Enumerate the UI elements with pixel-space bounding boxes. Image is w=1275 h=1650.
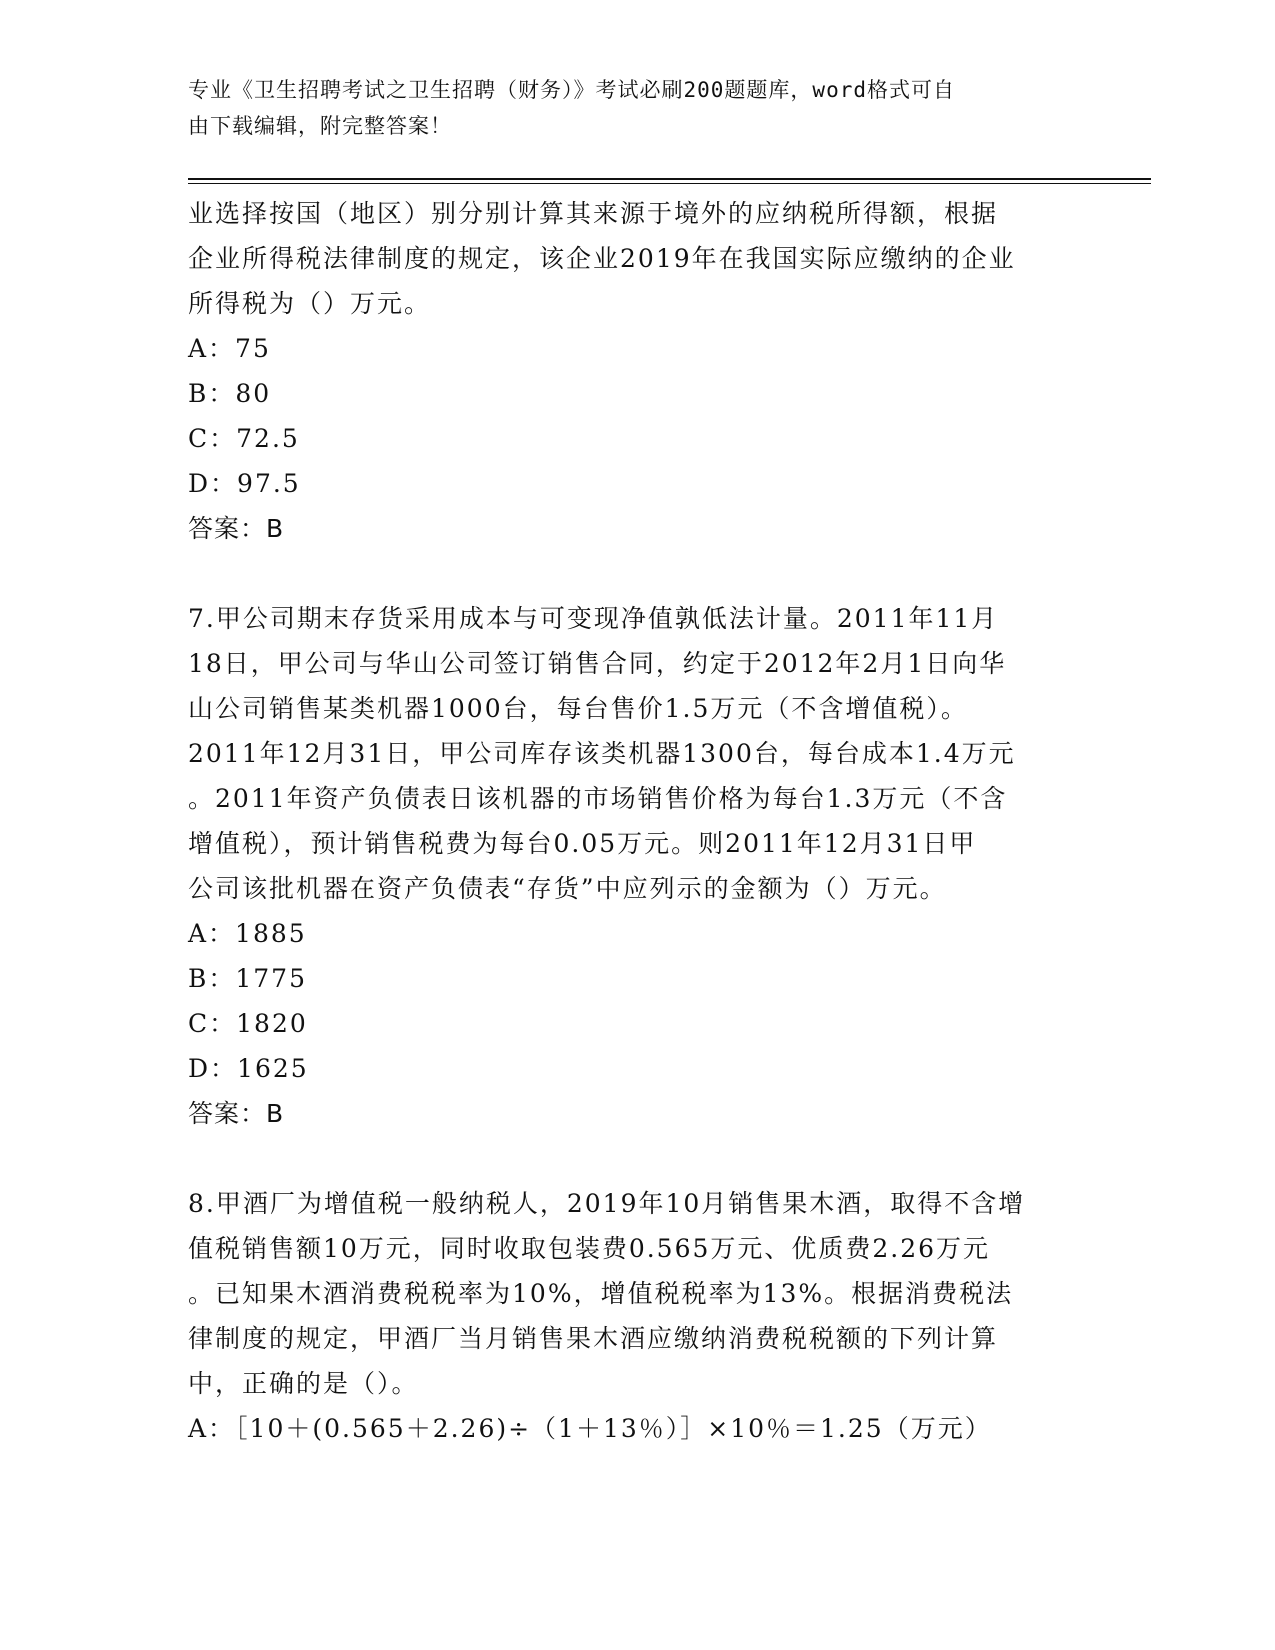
header-rule-thick [188, 178, 1151, 180]
header-title-line-1: 专业《卫生招聘考试之卫生招聘（财务）》考试必刷200题题库，word格式可自 [188, 78, 955, 102]
question-stem-line: 公司该批机器在资产负债表“存货”中应列示的金额为（）万元。 [188, 874, 947, 903]
answer: 答案：B [188, 1099, 285, 1128]
question-stem-line: 。2011年资产负债表日该机器的市场销售价格为每台1.3万元（不含 [188, 784, 1008, 813]
document-header [188, 72, 1088, 144]
option-c: C：1820 [188, 1009, 308, 1038]
question-stem-line: 所得税为（）万元。 [188, 289, 432, 318]
document-body [188, 191, 1088, 1451]
header-title-line-2: 由下载编辑，附完整答案！ [188, 114, 452, 138]
option-b: B：1775 [188, 964, 307, 993]
question-8 [188, 1181, 1088, 1451]
question-stem-line: 中，正确的是（）。 [188, 1369, 419, 1398]
question-stem-line: 7.甲公司期末存货采用成本与可变现净值孰低法计量。2011年11月 [188, 604, 999, 633]
question-stem-line: 2011年12月31日，甲公司库存该类机器1300台，每台成本1.4万元 [188, 739, 1016, 768]
question-6 [188, 191, 1088, 551]
question-stem-line: 。已知果木酒消费税税率为10%，增值税税率为13%。根据消费税法 [188, 1279, 1014, 1308]
question-stem-line: 18日，甲公司与华山公司签订销售合同，约定于2012年2月1日向华 [188, 649, 1007, 678]
question-stem-line: 增值税），预计销售税费为每台0.05万元。则2011年12月31日甲 [188, 829, 977, 858]
option-a: A：1885 [188, 919, 307, 948]
option-c: C：72.5 [188, 424, 300, 453]
answer: 答案：B [188, 514, 285, 543]
option-a: A：75 [188, 334, 271, 363]
option-b: B：80 [188, 379, 272, 408]
question-stem-line: 律制度的规定，甲酒厂当月销售果木酒应缴纳消费税税额的下列计算 [188, 1324, 999, 1353]
question-stem-line: 企业所得税法律制度的规定，该企业2019年在我国实际应缴纳的企业 [188, 244, 1016, 273]
question-stem-line: 值税销售额10万元，同时收取包装费0.565万元、优质费2.26万元 [188, 1234, 991, 1263]
question-7 [188, 596, 1088, 1136]
spacer [188, 1136, 1088, 1181]
option-d: D：1625 [188, 1054, 309, 1083]
spacer [188, 551, 1088, 596]
question-stem-line: 业选择按国（地区）别分别计算其来源于境外的应纳税所得额，根据 [188, 199, 999, 228]
question-stem-line: 山公司销售某类机器1000台，每台售价1.5万元（不含增值税）。 [188, 694, 968, 723]
question-stem-line: 8.甲酒厂为增值税一般纳税人，2019年10月销售果木酒，取得不含增 [188, 1189, 1026, 1218]
option-d: D：97.5 [188, 469, 301, 498]
option-a: A：［10＋(0.565＋2.26)÷（1＋13％）］×10％＝1.25（万元） [188, 1414, 992, 1443]
header-rule-thin [188, 183, 1151, 184]
